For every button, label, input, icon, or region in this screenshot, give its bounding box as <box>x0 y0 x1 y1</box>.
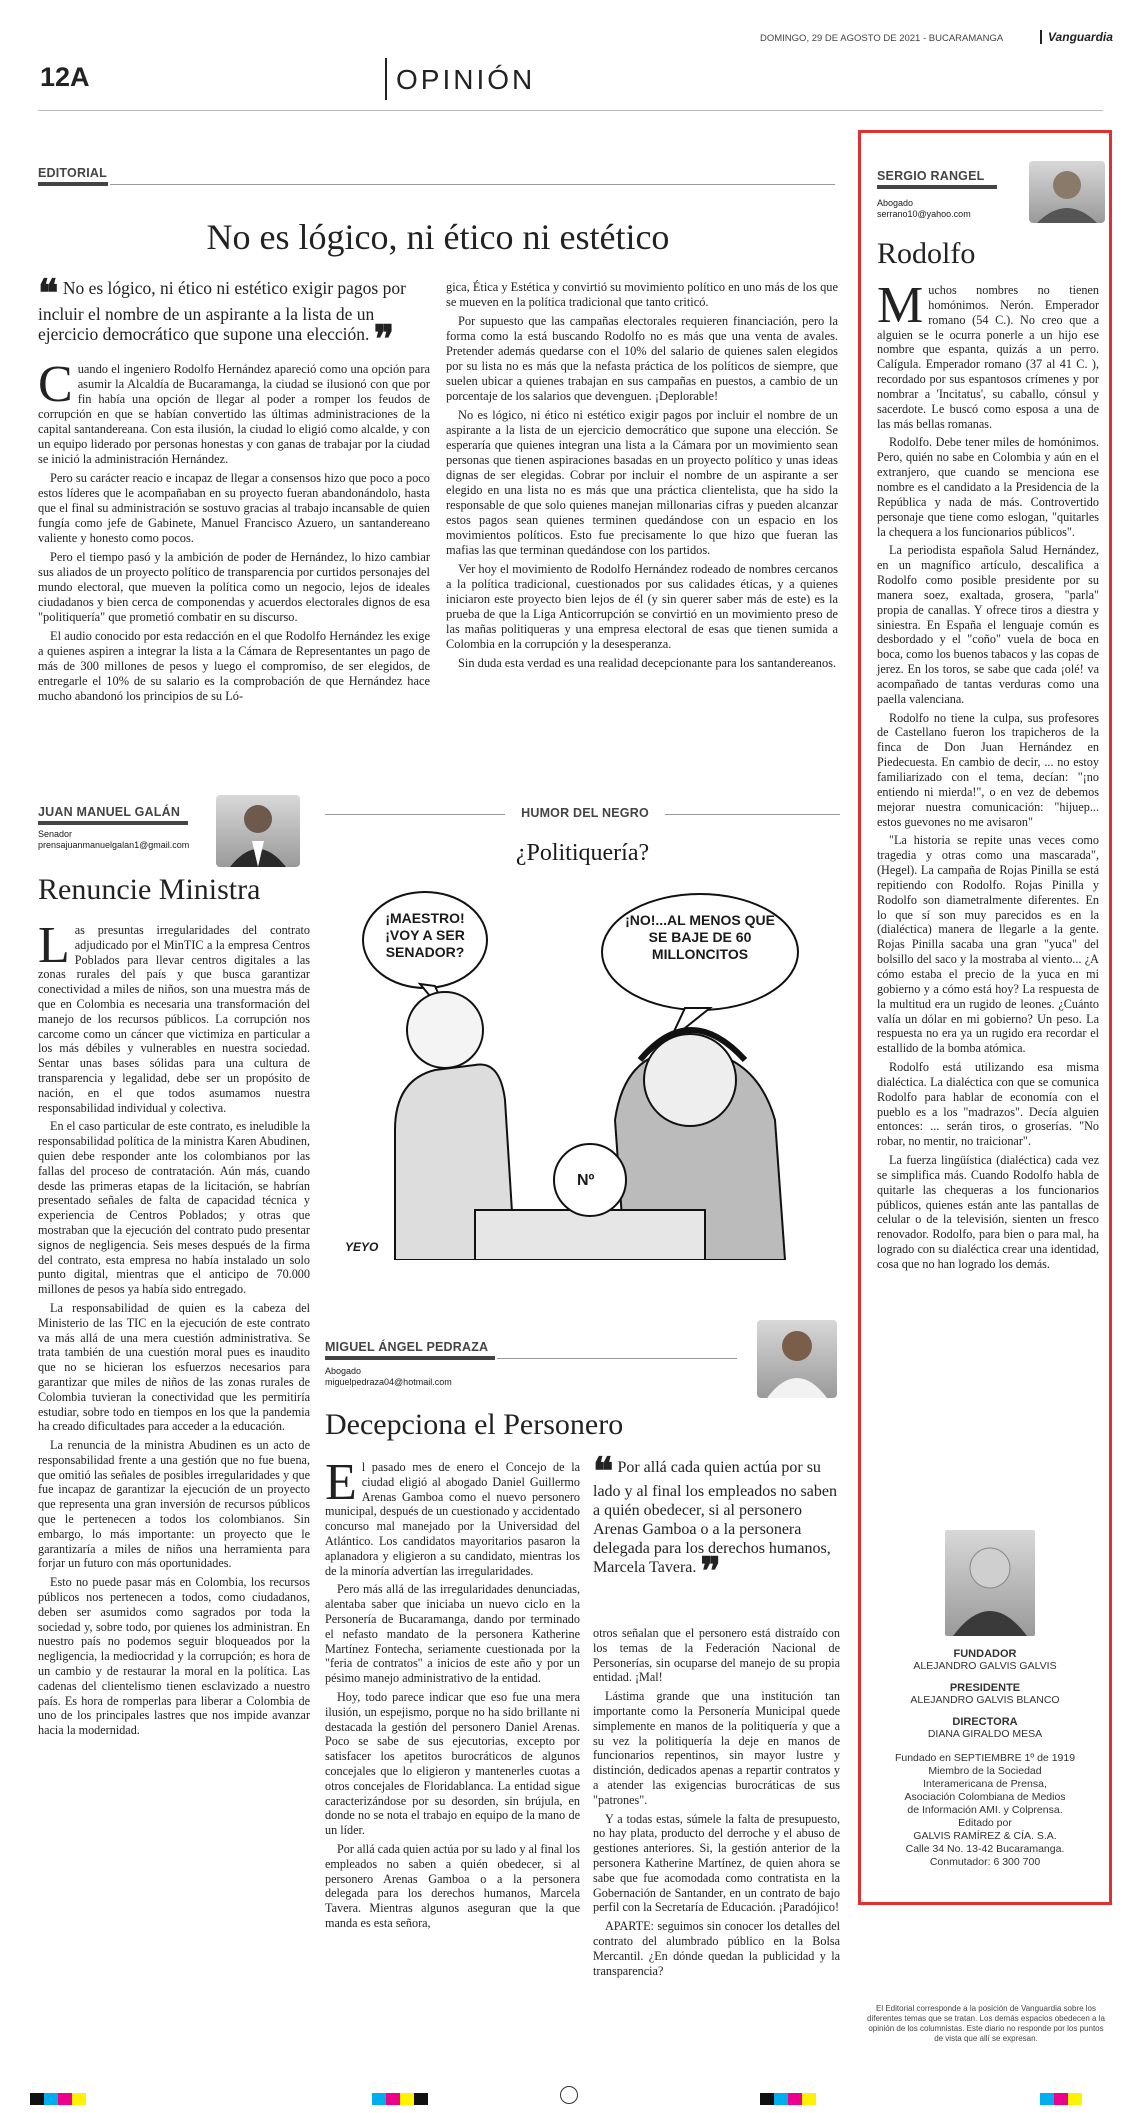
galan-title: Renuncie Ministra <box>38 873 261 906</box>
paragraph: Pero más allá de las irregularidades denunciadas, alentaba saber que iniciaba un nuevo ciclo en la Personería de Bucaramanga, dando por terminado el nefasto mandato de la personera Katherine Martínez Fontecha, seriamente cuestionada por la "feria de contratos" a inicios de este año y por un pésimo manejo administrativo de la entidad. <box>325 1582 580 1686</box>
paragraph: Pero el tiempo pasó y la ambición de poder de Hernández, lo hizo cambiar sus aliados de un proyecto político de transparencia por curtidos personajes del mundo electoral, que mueven la política como un negocio, lejos de ideales ciudadanos y bien cerca de componendas y acuerdos electorales dignos de esa "politiquería" que prometió combatir en su discurso. <box>38 550 430 624</box>
editorial-section <box>38 160 838 790</box>
info-line: Asociación Colombiana de Medios <box>904 1791 1066 1803</box>
pedraza-col1 <box>325 1454 580 1935</box>
paragraph: No es lógico, ni ético ni estético exigir pagos por incluir el nombre de un aspirante a la lista de un ejercicio democrático que supone una elección. Se esperaría que quienes integran una lista a la Cámara por un movimiento sean personas que tienen aspiraciones basadas en un proyecto político y unas ideas dignas de ser elegidas. Cobrar por incluir el nombre de un aspirante a ser elegido en una lista no es más que una práctica clientelista, que ha sido la responsable de que solo quienes manejan millonarias cifras y pueden alcanzar estos pagos sean quienes terminen quedándose con un espacio en los movimientos políticos. Esto fue precisamente lo que hizo que fueran las mafias las que terminan quedándose con los partidos. <box>446 408 838 557</box>
masthead-text <box>860 1648 1110 1869</box>
pedraza-rule <box>497 1358 737 1359</box>
paragraph: gica, Ética y Estética y convirtió su movimiento político en uno más de los que se mueven en la política tradicional que tanto criticó. <box>446 280 838 309</box>
galan-author: JUAN MANUEL GALÁN <box>38 805 181 819</box>
rangel-column <box>858 130 1112 1905</box>
paragraph: otros señalan que el personero está distraído con los temas de la Federación Nacional de Personerías, sin ocuparse del manejo de su propia entidad. ¡Mal! <box>593 1626 840 1685</box>
info-line: Interamericana de Prensa, <box>923 1778 1047 1790</box>
paragraph: "La historia se repite unas veces como tragedia y otras como una mascarada", (Hegel). La campaña de Rojas Pinilla se está repitiendo con Rodolfo. Rojas Pinilla y Rodolfo son diametralmente diferentes. En lo que sí son muy parecidos es en la (dialéctica) manera de llegarle a la gente. Rojas Pinilla sacaba una gran "yuca" del bolsillo del saco y la mostraba al viento... ¿A cómo estaba el precio de la yuca en mi gobierno y a cómo está hoy? La respuesta de la multitud era un rugido de leones. ¿Cuánto valía un dólar en mi gobierno? Un peso. La respuesta no era ya un rugido era recordar el estallido de la bomba atómica. <box>877 833 1099 1056</box>
presidente-name: ALEJANDRO GALVIS BLANCO <box>910 1694 1060 1706</box>
paragraph: Esto no puede pasar más en Colombia, los recursos públicos nos pertenecen a todos, como ciudadanos, deben ser asumidos como sagrados por toda la sociedad y, sobre todo, por quienes los administran. En nuestro país no podemos seguir bloqueados por la negligencia, la mediocridad y la corrupción; es hora de un cambio y de restaurar la moral en la política. Las cadenas del clientelismo tienen esclavizado a nuestro país. Es hora de romperlas para liberar a Colombia de uno de los principales lastres que nos impide avanzar hacia la modernidad. <box>38 1575 310 1738</box>
pedraza-email: miguelpedraza04@hotmail.com <box>325 1377 452 1387</box>
paragraph: La fuerza lingüística (dialéctica) cada vez se simplifica más. Cuando Rodolfo habla de quitarle las chequeras a los funcionarios públicos, quienes están ante las pantallas de celular o de la televisión, sienten un fresco renovador. Rodolfo, para bien o para mal, ha logrado con su dialéctica crear una identidad, cosa que no han logrado los demás. <box>877 1153 1099 1271</box>
cartoon-label: HUMOR DEL NEGRO <box>521 806 649 820</box>
page-number: 12A <box>40 62 90 92</box>
rangel-photo <box>1029 161 1105 223</box>
paragraph: Por supuesto que las campañas electorales requieren financiación, pero la forma como la está buscando Rodolfo no es más que una venta de avales. Pretender además quedarse con el 10% del salario de quienes salen elegidos por su lista no es más que la nefasta práctica de los políticos de siempre, que suelen ubicar a quienes trabajan en sus campañas en puestos, a cambio de un porcentaje de los salarios que devenguen. ¡Deplorable! <box>446 314 838 403</box>
print-color-bar-left <box>30 2090 86 2109</box>
paragraph: uchos nombres no tienen homónimos. Nerón. Emperador romano (54 C.). No creo que a alguien se le ocurra ponerle a un hijo ese nombre que espanta, quizás a un perro. Calígula. Emperador romano (37 al 41 C. ), recordado por sus espantosos crímenes y por nombrar a 'Incitatus', su caballo, cónsul y sacerdote. Le buscó como esposa a una de las más bellas romanas. <box>877 283 1099 431</box>
disclaimer: El Editorial corresponde a la posición de Vanguardia sobre los diferentes temas que se tratan. Los demás espacios obedecen a la opinión de los columnistas. Este diario no responde por los puntos de vista que allí se expresan. <box>867 2004 1105 2043</box>
close-quote-icon: ❞ <box>373 319 395 361</box>
cartoon-signature: YEYO <box>345 1240 379 1254</box>
open-quote-icon: ❝ <box>38 273 59 315</box>
pedraza-author-bar <box>325 1356 495 1360</box>
info-line: GALVIS RAMÍREZ & CÍA. S.A. <box>913 1830 1057 1842</box>
galan-dropcap: L <box>38 917 70 974</box>
pedraza-title: Decepciona el Personero <box>325 1408 624 1441</box>
pedraza-pullquote <box>593 1451 838 1593</box>
cartoon-bubble-right-text: ¡NO!...AL MENOS QUE SE BAJE DE 60 MILLONCITOS <box>625 912 775 962</box>
editorial-label: EDITORIAL <box>38 166 107 180</box>
header-rule <box>38 110 1103 111</box>
print-color-bar-far <box>1040 2090 1082 2109</box>
fundador-name: ALEJANDRO GALVIS GALVIS <box>913 1660 1057 1672</box>
registration-mark-icon <box>560 2086 578 2104</box>
print-color-bar-right <box>760 2090 816 2109</box>
author-portrait-icon <box>757 1320 837 1398</box>
editorial-col1 <box>38 356 430 708</box>
pedraza-dropcap: E <box>325 1454 357 1511</box>
open-quote-icon: ❝ <box>593 1451 614 1493</box>
politician-head <box>407 992 483 1068</box>
cartoon-section <box>325 800 840 1270</box>
info-line: Miembro de la Sociedad <box>928 1765 1042 1777</box>
fundador-label: FUNDADOR <box>953 1648 1017 1660</box>
paragraph: En el caso particular de este contrato, es ineludible la responsabilidad política de la ministra Karen Abudinen, quien debe responder ante los colombianos por las fallas del proceso de contratación. Aún más, cuando desde las primeras etapas de la licitación, se habrían presentado señales de falta de capacidad técnica y experiencia de Centros Poblados; y otras que mostraban que la ejecución del contrato pudo presentar signos de negligencia. Seis meses después de la firma del contrato, esta empresa no había instalado un solo punto digital, mientras que el anticipo de 70.000 millones de pesos ya había sido entregado. <box>38 1119 310 1297</box>
galan-author-bar <box>38 821 188 825</box>
galan-photo <box>216 795 300 867</box>
paragraph: uando el ingeniero Rodolfo Hernández apareció como una opción para asumir la Alcaldía de Bucaramanga, la ciudad se ilusionó con que por fin había una opción de llegar al poder a romper los feudos de corrupción en que se habían convertido las últimas administraciones de la capital santandereana. Con esta ilusión, la ciudad lo eligió como alcalde, y con un equipo liderado por personas honestas y con ganas de trabajar por la ciudad se inició la administración Hernández. <box>38 362 430 466</box>
editorial-title: No es lógico, ni ético ni estético <box>206 217 670 257</box>
cartoon-bubble-left-text: ¡MAESTRO! ¡VOY A SER SENADOR? <box>385 910 465 960</box>
founder-photo <box>945 1530 1035 1636</box>
galan-email: prensajuanmanuelgalan1@gmail.com <box>38 840 190 850</box>
paragraph: Hoy, todo parece indicar que eso fue una mera ilusión, un espejismo, porque no ha sido brillante ni destacada la gestión del personero Daniel Arenas. Poco se sabe de sus ejecutorias, excepto por satisfacer los apetitos burocráticos de algunos concejales que lo eligieron y mantenerles cuotas a otros concejales de Floridablanca. La entidad sigue caracterizándose por su desorden, sin brújula, en donde no se nota el trabajo en equipo de la mano de un líder. <box>325 1689 580 1838</box>
editorial-label-bar <box>38 182 108 186</box>
author-portrait-icon <box>1029 161 1105 223</box>
rangel-email: serrano10@yahoo.com <box>877 209 971 219</box>
paragraph: La periodista española Salud Hernández, en un magnífico artículo, descalifica a Rodolfo como posible presidente por su manera soez, exaltada, grosera, "parla" propia de canallas. Y ofrece tiros a diestra y siniestra. En España el lenguaje común es desbordado y el "coño" vuela de boca en boca, como los buenos tabacos y las copas de jerez. En los toros, se sabe que cada ¡olé! va acompañado de tantas verduras como una paella valenciana. <box>877 543 1099 706</box>
paragraph: La renuncia de la ministra Abudinen es un acto de responsabilidad frente a una gestión que no fue buena, que omitió las señales de posibles irregularidades y que fue incapaz de garantizar la ejecución de un proyecto que representa una gran inversión de recursos públicos que le pertenecen a todos los colombianos. Sin embargo, lo más importante: un proyecto que le garantizaría a miles de niños una herramienta para forjar un futuro con más oportunidades. <box>38 1438 310 1571</box>
editorial-dropcap: C <box>38 356 73 413</box>
paragraph: Rodolfo. Debe tener miles de homónimos. Pero, quién no sabe en Colombia y aún en el extranjero, que cuando se menciona ese nombre es el candidato a la Presidencia de la República y nada de más. Controvertido personaje que tiene como eslogan, "quitarles la chequera a los funcionarios públicos". <box>877 435 1099 539</box>
section-title: OPINIÓN <box>396 64 536 95</box>
pedraza-photo <box>757 1320 837 1398</box>
paragraph: Lástima grande que una institución tan importante como la Personería Municipal quede simplemente en manos de la politiquería y que a su vez la politiquería la deje en manos de funcionarios repentinos, sin mayor lustre y distinción, dedicados apenas a repartir contratos y a atender las exigencias burocráticas de sus "patrones". <box>593 1689 840 1807</box>
rangel-author: SERGIO RANGEL <box>877 169 985 183</box>
cartoon-title: ¿Politiquería? <box>515 840 650 866</box>
founder-portrait-icon <box>945 1530 1035 1636</box>
directora-name: DIANA GIRALDO MESA <box>927 1728 1043 1740</box>
paragraph: Ver hoy el movimiento de Rodolfo Hernández rodeado de nombres cercanos a la política tradicional, cuestionados por sus calidades éticas, y a quienes iniciaron este proyecto bien lejos de él (y sin querer saber más de este) es la prueba de que la Liga Anticorrupción se convirtió en un movimiento preso de las mañas politiqueras y una empresa electoral de esas que tienen sumida a Colombia en la corrupción y la desesperanza. <box>446 562 838 651</box>
masthead-info <box>860 1752 1110 1869</box>
cartoon-rule-right <box>665 814 840 815</box>
paragraph: as presuntas irregularidades del contrato adjudicado por el MinTIC a la empresa Centros Poblados para llevar centros digitales a las zonas rurales del país y que busca garantizar conectividad a miles de niños, son una muestra más de que en Colombia es necesaria una transformación del manejo de los recursos públicos. La corrupción nos carcome como un cáncer que victimiza en particular a los más débiles y vulnerables en nuestra sociedad. Sentar unas bases sólidas para una cultura de transparencia y legalidad, debe ser un propósito de nación, en el que todos asumamos nuestra responsabilidad individual y colectiva. <box>38 923 310 1115</box>
paragraph: La responsabilidad de quien es la cabeza del Ministerio de las TIC en la ejecución de este contrato va más allá de una mera cuestión administrativa. Se trata también de una cuestión moral pues es inaudito que no se hicieran los esfuerzos necesarios para garantizar que miles de niños de las zonas rurales de Colombia tuvieran la conectividad que les permitiría estudiar, sobre todo en tiempos en los que la pandemia ha creado dificultades para acceder a la educación. <box>38 1300 310 1434</box>
paragraph: l pasado mes de enero el Concejo de la ciudad eligió al abogado Daniel Guillermo Arenas Gamboa como el nuevo personero municipal, después de un cuestionado y accidentado concurso mal manejado por la Universidad del Atlántico. Los candidatos mayoritarios pasaron la aplanadora y eligieron a su candidato, mientras los de la minoría advertían las irregularidades. <box>325 1460 580 1578</box>
paragraph: Rodolfo no tiene la culpa, sus profesores de Castellano fueron los trapicheros de la finca de Don Juan Hernández en Piedecuesta. En cambio de decir, ... no estoy familiarizado con el tema, decían: "¡no entiendo ni mierda!", o en vez de debemos mejorar nuestra comunicación: "hijuep... estos guevones no me avisaron" <box>877 710 1099 829</box>
table <box>475 1210 705 1260</box>
info-line: Fundado en SEPTIEMBRE 1º de 1919 <box>894 1752 1076 1764</box>
galan-column <box>38 795 310 2080</box>
directora-label: DIRECTORA <box>952 1716 1018 1728</box>
info-line: Editado por <box>958 1817 1012 1829</box>
pedraza-pullquote-text: Por allá cada quien actúa por su lado y al final los empleados no saben a quién obedecer, si al personero Arenas Gamboa o a la personera delegada para los derechos humanos, Marcela Tavera. <box>593 1459 837 1576</box>
paragraph: Por allá cada quien actúa por su lado y al final los empleados no saben a quién obedecer, si al personero Arenas Gamboa o a la personera delegada para los derechos humanos, Marcela Tavera. Mientras algunos aseguran que la que manda es esta señora, <box>325 1841 580 1930</box>
pedraza-col2 <box>593 1626 840 1982</box>
rangel-role: Abogado <box>877 198 914 208</box>
pedraza-column <box>325 1330 840 2090</box>
paragraph: Pero su carácter reacio e incapaz de llegar a consensos hizo que poco a poco estos líderes que le acompañaban en su proyecto fueran abandonándolo, hasta que el final su administración se sostuvo gracias al trabajo incansable de quien fungía como jefe de Gabinete, Manuel Francisco Azuero, un santandereano valiente y honesto como pocos. <box>38 471 430 545</box>
rangel-body <box>877 277 1099 1276</box>
close-quote-icon: ❞ <box>700 1551 721 1593</box>
paragraph: El audio conocido por esta redacción en el que Rodolfo Hernández les exige a quienes aspiren a integrar la lista a la Cámara de Representantes un pago de más de 300 millones de pesos y luego el compromiso, de ser elegidos, de entregarle el 10% de su salario es la comprobación de que Hernández hace mucho abandonó los principios de su Ló- <box>38 629 430 703</box>
pedraza-author: MIGUEL ÁNGEL PEDRAZA <box>325 1340 489 1354</box>
header-divider <box>385 58 387 100</box>
info-line: Conmutador: 6 300 700 <box>929 1856 1041 1868</box>
editorial-top-rule <box>110 184 835 185</box>
rangel-author-bar <box>877 185 997 189</box>
brand-logo: Vanguardia <box>1040 30 1113 44</box>
rangel-title: Rodolfo <box>877 237 976 270</box>
pedraza-role: Abogado <box>325 1366 362 1376</box>
paragraph: Rodolfo está utilizando esa misma dialéctica. La dialéctica con que se comunica Rodolfo para hablar de economía con el pueblo es a los "madrazos". Decía alguien entonces: ... serán tiros, o groserías. "No robar, no mentir, no traicionar". <box>877 1060 1099 1149</box>
cartoon-ball-text: Nº <box>577 1172 595 1189</box>
rangel-dropcap: M <box>877 277 924 334</box>
author-portrait-icon <box>216 795 300 867</box>
paragraph: Sin duda esta verdad es una realidad decepcionante para los santandereanos. <box>458 656 837 670</box>
presidente-label: PRESIDENTE <box>949 1682 1021 1694</box>
galan-role: Senador <box>38 829 73 839</box>
info-line: Calle 34 No. 13-42 Bucaramanga. <box>905 1843 1065 1855</box>
editorial-pullquote <box>38 273 430 361</box>
info-line: de Información AMI. y Colprensa. <box>907 1804 1063 1816</box>
paragraph: APARTE: seguimos sin conocer los detalles del contrato del alumbrado público en la Bolsa Mercantil. ¿En dónde quedan la publicidad y la transparencia? <box>593 1919 840 1978</box>
print-color-bar-mid <box>372 2090 428 2109</box>
editorial-col2 <box>446 280 838 675</box>
editorial-pullquote-text: No es lógico, ni ético ni estético exigir pagos por incluir el nombre de un aspirante a la lista de un ejercicio democrático que supone una elección. <box>38 278 406 344</box>
dateline: DOMINGO, 29 DE AGOSTO DE 2021 - BUCARAMANGA <box>760 33 1004 44</box>
cartoon-rule-left <box>325 814 505 815</box>
paragraph: Y a todas estas, súmele la falta de presupuesto, no hay plata, producto del derroche y el abuso de gestiones anteriores. Si, la gestión anterior de la personera Katherine Martínez, de quien ahora se sabe que fue acomodada como contratista en la Gobernación de Santander, en un contrato de bajo perfil con la Secretaría de Educación. ¡Paradójico! <box>593 1811 840 1915</box>
galan-body <box>38 917 310 1742</box>
shaman-head <box>644 1034 736 1126</box>
